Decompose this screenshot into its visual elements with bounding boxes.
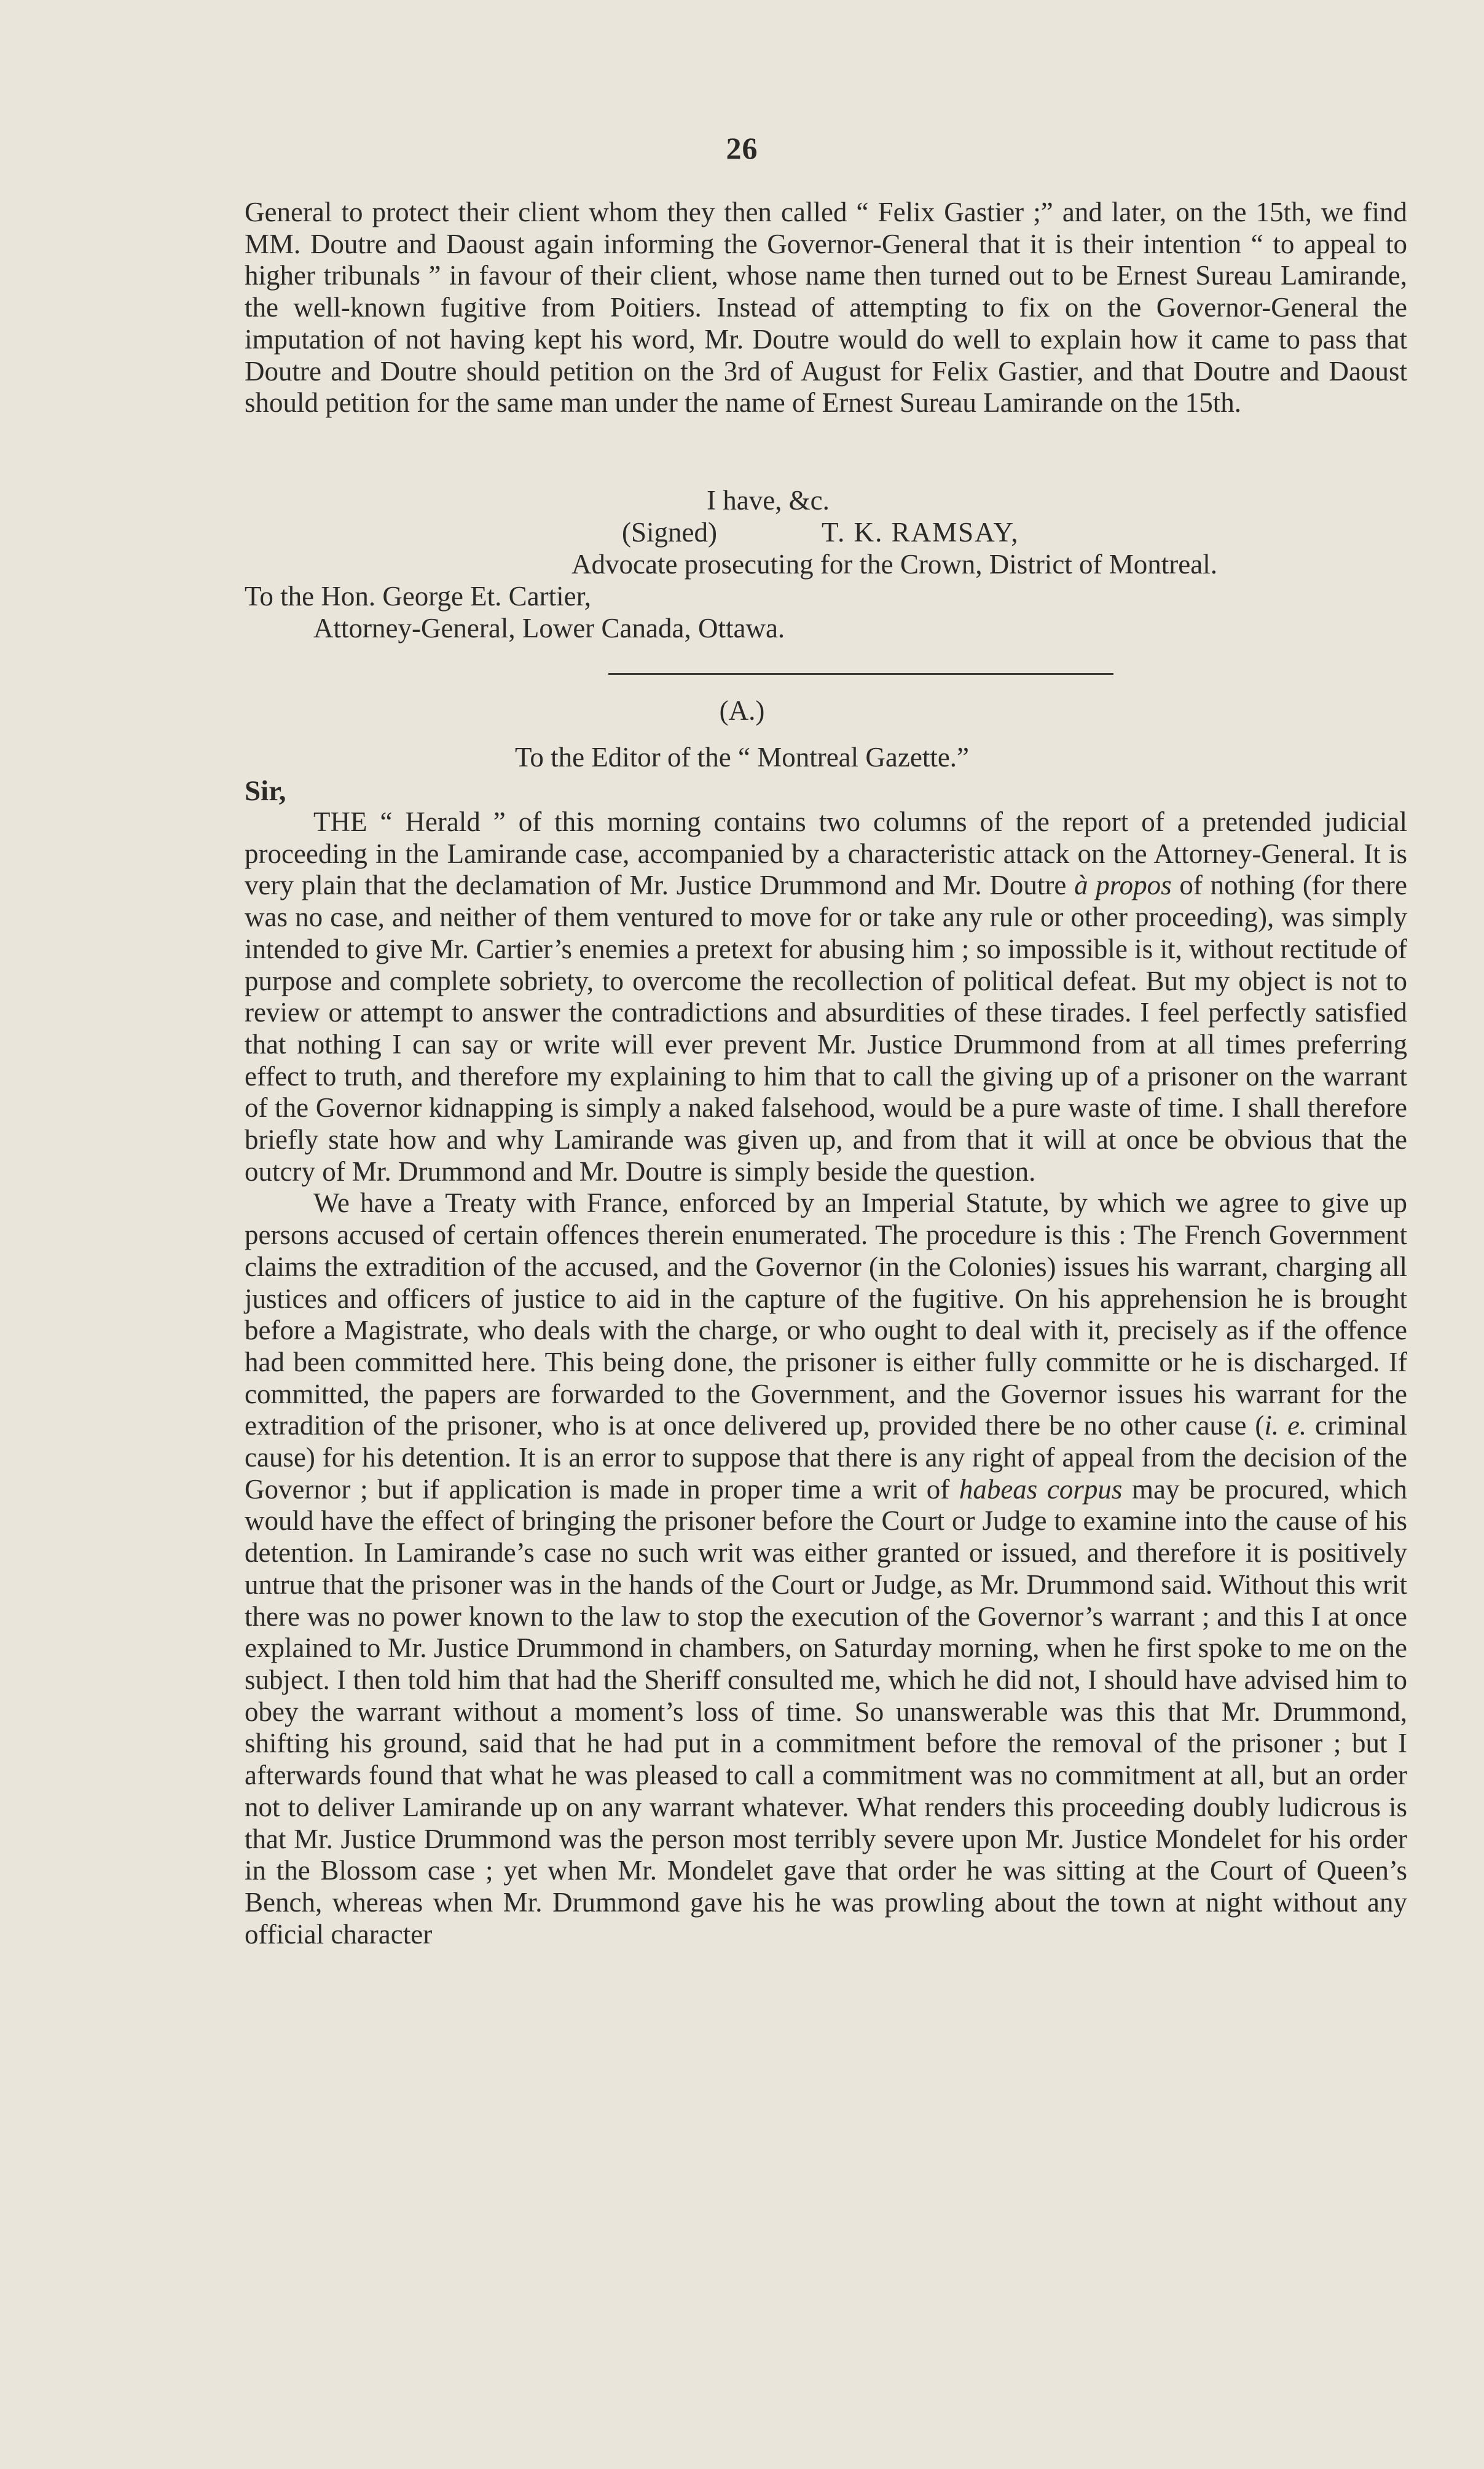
letter-body [245, 806, 1407, 1950]
recipient-line: To the Hon. George Et. Cartier, [245, 581, 592, 612]
letter-addressee: To the Editor of the “ Montreal Gazette.” [514, 742, 970, 773]
letter-paragraph-1 [245, 806, 1407, 1187]
para2-text-a: We have a Treaty with France, enforced by an Imperial Statute, by which we agree to give up persons accused of certain offences therein enumerated. The procedure is this : The French Government claims the extradition of the accused, and the Governor (in the Colonies) issues his warrant, charging all justices and officers of justice to aid in the capture of the fugitive. On his apprehension he is brought before a Magistrate, who deals with the charge, or who ought to deal with it, precisely as if the offence had been committed here. This being done, the prisoner is either fully committe or he is discharged. If committed, the papers are forwarded to the Government, and the Governor issues his warrant for the extradition of the prisoner, who is at once delivered up, provided there be no other cause ( [245, 1187, 1407, 1441]
signature-line [622, 516, 1019, 548]
para1-text-b: of nothing (for there was no case, and neither of them ventured to move for or take any rule or other proceeding), was simply intended to give Mr. Cartier’s enemies a pretext for abusing him ; so impossible is it, without rectitude of purpose and complete sobriety, to overcome the recollection of political defeat. But my object is not to review or attempt to answer the contradictions and absurdities of these tirades. I feel perfectly satisfied that nothing I can say or write will ever prevent Mr. Justice Drummond from at all times preferring effect to truth, and therefore my explaining to him that to call the giving up of a prisoner on the warrant of the Governor kidnapping is simply a naked falsehood, would be a pure waste of time. I shall therefore briefly state how and why Lamirande was given up, and from that it will at once be obvious that the outcry of Mr. Drummond and Mr. Doutre is simply beside the question. [245, 870, 1407, 1187]
opening-paragraph-block [245, 197, 1407, 419]
letter-salutation: Sir, [245, 775, 286, 807]
para1-text-a: THE “ Herald ” of this morning contains two columns of the report of a pretended judicial proceeding in the Lamirande case, accompanied by a characteristic attack on the Attorney-General. It is very plain that the declamation of Mr. Justice Drummond and Mr. Doutre [245, 806, 1407, 901]
para2-italic-habeas: habeas corpus [959, 1473, 1123, 1505]
appendix-heading: (A.) [719, 695, 765, 726]
signed-label: (Signed) [622, 517, 717, 548]
para1-italic: à propos [1074, 870, 1172, 901]
letter-paragraph-2 [245, 1187, 1407, 1950]
closing-i-have: I have, &c. [707, 485, 830, 516]
para2-italic-ie: i. e. [1264, 1410, 1307, 1441]
para2-text-b: criminal cause) for his detention. It is an error to suppose that there is any right of appeal from the decision of the Governor ; but if application is made in proper time a writ of [245, 1410, 1407, 1505]
section-divider [608, 673, 1113, 675]
signatory-name: T. K. RAMSAY, [821, 517, 1019, 548]
page-number: 26 [726, 131, 758, 165]
signatory-title: Advocate prosecuting for the Crown, District of Montreal. [571, 549, 1217, 580]
opening-paragraph: General to protect their client whom they then called “ Felix Gastier ;” and later, on the 15th, we find MM. Doutre and Daoust again informing the Governor-General that it is their intention “ to appeal to higher tribunals ” in favour of their client, whose name then turned out to be Ernest Sureau Lamirande, the well-known fugitive from Poitiers. Instead of attempting to fix on the Governor-General the imputation of not having kept his word, Mr. Doutre would do well to explain how it came to pass that Doutre and Doutre should petition on the 3rd of August for Felix Gastier, and that Doutre and Daoust should petition for the same man under the name of Ernest Sureau Lamirande on the 15th. [245, 197, 1407, 419]
recipient-title: Attorney-General, Lower Canada, Ottawa. [313, 613, 785, 644]
para2-text-c: may be procured, which would have the effect of bringing the prisoner before the Court or Judge to examine into the cause of his detention. In Lamirande’s case no such writ was either granted or issued, and therefore it is positively untrue that the prisoner was in the hands of the Court or Judge, as Mr. Drummond said. Without this writ there was no power known to the law to stop the execution of the Governor’s warrant ; and this I at once explained to Mr. Justice Drummond in chambers, on Saturday morning, when he first spoke to me on the subject. I then told him that had the Sheriff consulted me, which he did not, I should have advised him to obey the warrant without a moment’s loss of time. So unanswerable was this that Mr. Drummond, shifting his ground, said that he had put in a commitment before the removal of the prisoner ; but I afterwards found that what he was pleased to call a commitment was no commitment at all, but an order not to deliver Lamirande up on any warrant whatever. What renders this proceeding doubly ludicrous is that Mr. Justice Drummond was the person most terribly severe upon Mr. Justice Mondelet for his order in the Blossom case ; yet when Mr. Mondelet gave that order he was sitting at the Court of Queen’s Bench, whereas when Mr. Drummond gave his he was prowling about the town at night without any official character [245, 1473, 1408, 1950]
